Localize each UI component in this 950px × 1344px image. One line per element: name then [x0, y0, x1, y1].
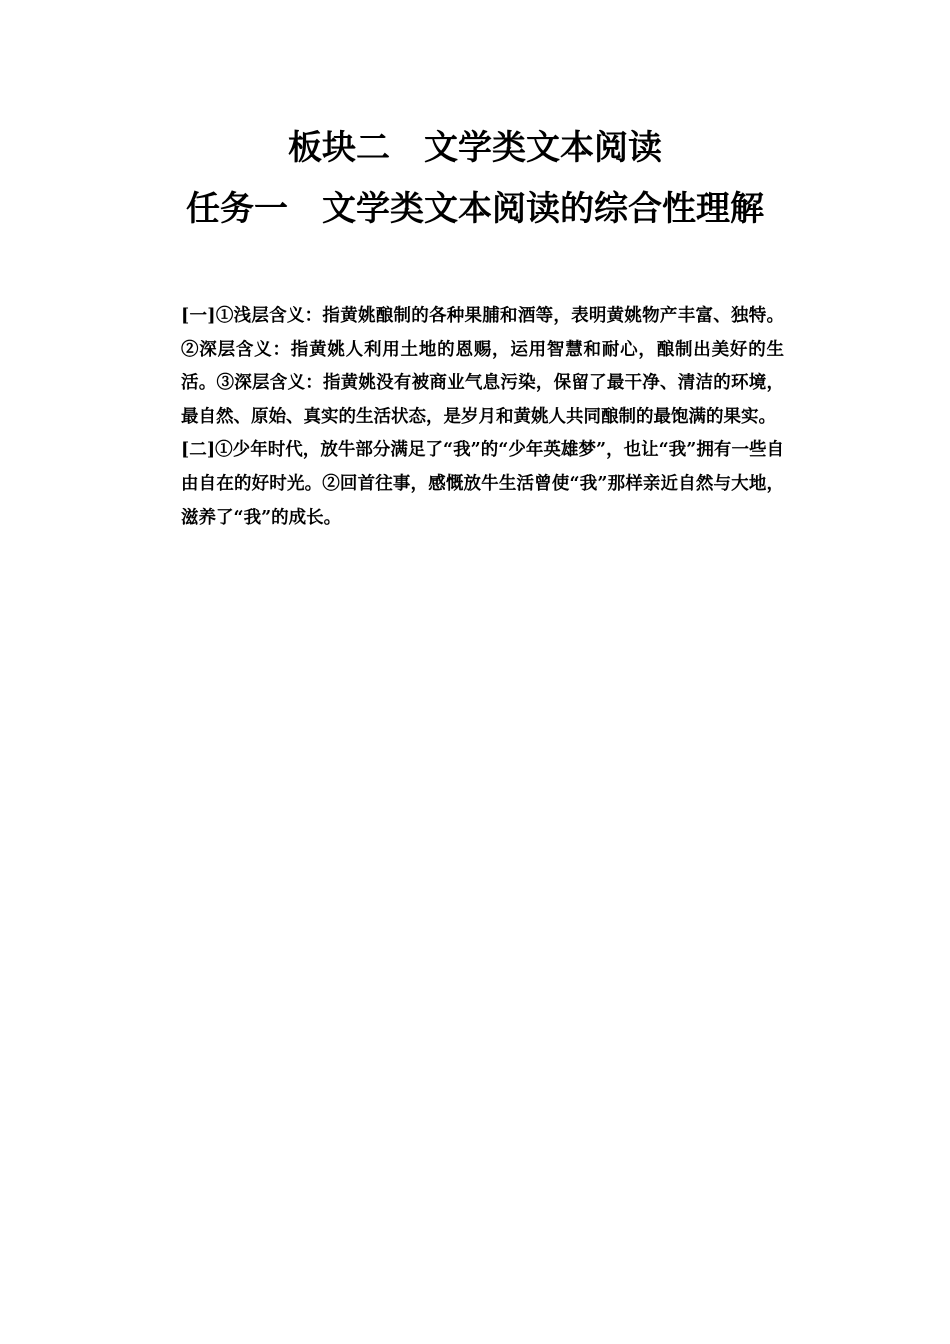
answer-paragraph-2 [181, 434, 784, 535]
answer-text-2: ①少年时代，放牛部分满足了“我”的“少年英雄梦”，也让“我”拥有一些自由自在的好时光。②回首往事，感慨放牛生活曾使“我”那样亲近自然与大地，滋养了“我”的成长。 [181, 440, 784, 528]
answer-text-1: ①浅层含义：指黄姚酿制的各种果脯和酒等，表明黄姚物产丰富、独特。②深层含义：指黄姚人利用土地的恩赐，运用智慧和耐心，酿制出美好的生活。③深层含义：指黄姚没有被商业气息污染，保留了最干净、清洁的环境，最自然、原始、真实的生活状态，是岁月和黄姚人共同酿制的最饱满的果实。 [181, 306, 785, 427]
section-title: 板块二 文学类文本阅读 [288, 128, 662, 168]
answer-paragraph-1 [181, 300, 784, 434]
answer-label-2: [二] [181, 440, 216, 461]
task-title: 任务一 文学类文本阅读的综合性理解 [186, 189, 764, 229]
answer-body [181, 300, 784, 535]
answer-label-1: [一] [181, 306, 216, 326]
